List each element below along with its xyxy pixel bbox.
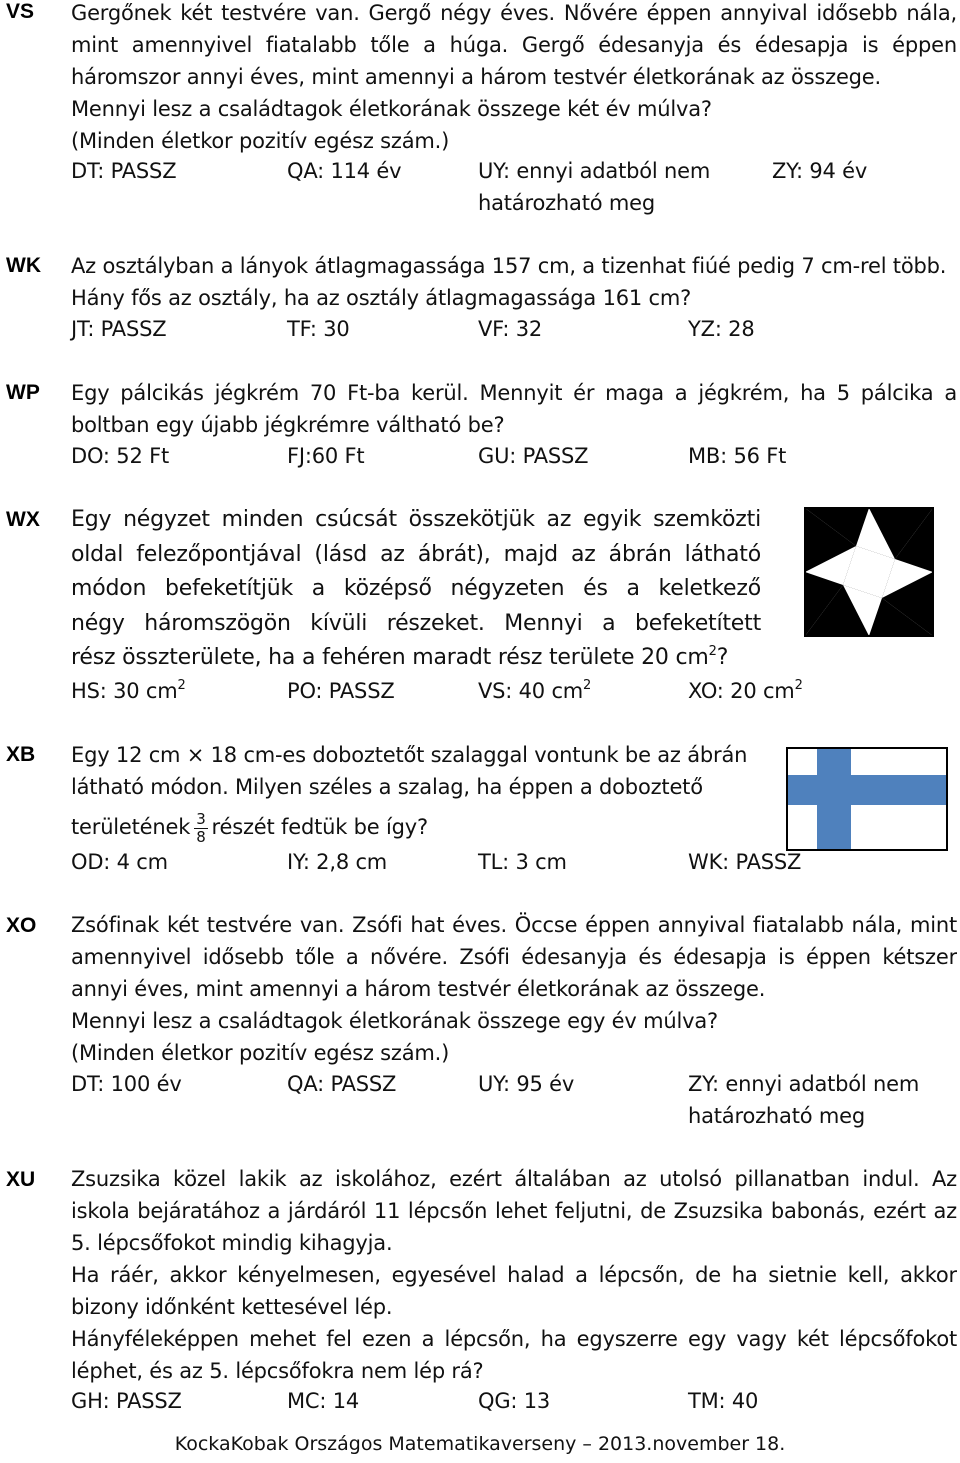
answer-option: UY: 95 év bbox=[478, 1072, 575, 1096]
text-line: módon befeketítjük a középső négyzeten és a keletkező bbox=[71, 576, 761, 601]
answer-option: MB: 56 Ft bbox=[688, 444, 787, 468]
answer-option: OD: 4 cm bbox=[71, 850, 168, 874]
answer-option: ZY: ennyi adatból nem bbox=[688, 1072, 920, 1096]
problem-code: WX bbox=[6, 508, 40, 531]
text-line: háromszor annyi éves, mint amennyi a három testvér életkorának az összege. bbox=[71, 65, 881, 89]
answer-option: DO: 52 Ft bbox=[71, 444, 169, 468]
fraction: $\frac{3}{8}$ bbox=[196, 809, 206, 846]
text-line: Zsuzsika közel lakik az iskolához, ezért általában az utolsó pillanatban indul. Az bbox=[71, 1167, 957, 1191]
text-line: négy háromszögön kívüli részeket. Mennyi a befeketített bbox=[71, 610, 761, 636]
problem-text bbox=[71, 377, 957, 441]
text-line: Az osztályban a lányok átlagmagassága 157 cm, a tizenhat fiúé pedig 7 cm-rel több. bbox=[71, 254, 947, 278]
answer-option: QA: PASSZ bbox=[287, 1072, 397, 1096]
answer-option: GU: PASSZ bbox=[478, 444, 589, 468]
answer-option: ZY: 94 év bbox=[772, 159, 868, 183]
answer-option: VF: 32 bbox=[478, 317, 543, 341]
text-line: amennyivel idősebb tőle a nővére. Zsófi édesanyja és édesapja is éppen kétszer bbox=[71, 945, 957, 969]
answer-option-cont: határozható meg bbox=[688, 1104, 865, 1128]
answer-option: WK: PASSZ bbox=[688, 850, 802, 874]
answer-option: FJ:60 Ft bbox=[287, 444, 365, 468]
answer-option: PO: PASSZ bbox=[287, 679, 395, 703]
text-line: (Minden életkor pozitív egész szám.) bbox=[71, 129, 450, 153]
text-line: Zsófinak két testvére van. Zsófi hat éves. Öccse éppen annyival fiatalabb nála, mint bbox=[71, 913, 957, 937]
problem-code: XB bbox=[6, 743, 36, 766]
answer-option: DT: PASSZ bbox=[71, 159, 177, 183]
answer-option: QG: 13 bbox=[478, 1389, 551, 1413]
answer-option: VS: 40 $cm^2$ bbox=[478, 678, 592, 703]
answer-option: MC: 14 bbox=[287, 1389, 360, 1413]
problem-code: XO bbox=[6, 914, 37, 937]
superscript: 2 bbox=[708, 644, 717, 659]
text-line: részét fedtük be így? bbox=[211, 815, 428, 839]
answer-option: HS: 30 $cm^2$ bbox=[71, 678, 186, 703]
problem-code: XU bbox=[6, 1168, 36, 1191]
text-line: Egy 12 cm × 18 cm-es doboztetőt szalaggal vontunk be az ábrán bbox=[71, 743, 748, 767]
answer-option: XO: 20 $cm^2$ bbox=[688, 678, 803, 703]
text-line: (Minden életkor pozitív egész szám.) bbox=[71, 1041, 450, 1065]
square-figure bbox=[804, 507, 934, 637]
problem-text bbox=[71, 250, 957, 314]
answer-option: UY: ennyi adatból nem bbox=[478, 159, 711, 183]
text-line: rész összterülete, ha a fehéren maradt rész területe 20 cm bbox=[71, 645, 709, 670]
answer-option: TF: 30 bbox=[287, 317, 350, 341]
text-line: Hányféleképpen mehet fel ezen a lépcsőn, ha egyszerre egy vagy két lépcsőfokot bbox=[71, 1327, 957, 1351]
answer-option: YZ: 28 bbox=[688, 317, 755, 341]
text-line: léphet, és az 5. lépcsőfokra nem lép rá? bbox=[71, 1359, 484, 1383]
text-line: Mennyi lesz a családtagok életkorának összege egy év múlva? bbox=[71, 1009, 718, 1033]
text-line: iskola bejáratához a járdáról 11 lépcsőn lehet feljutni, de Zsuzsika babonás, ezért az bbox=[71, 1199, 957, 1223]
text-line: látható módon. Milyen széles a szalag, ha éppen a doboztető bbox=[71, 775, 703, 799]
text-line: Egy négyzet minden csúcsát összekötjük az egyik szemközti bbox=[71, 507, 761, 532]
answer-option: GH: PASSZ bbox=[71, 1389, 182, 1413]
text-line: Mennyi lesz a családtagok életkorának összege két év múlva? bbox=[71, 97, 712, 121]
text-line: mint amennyivel fiatalabb tőle a húga. Gergő édesanyja és édesapja is éppen bbox=[71, 33, 957, 57]
text-line: Gergőnek két testvére van. Gergő négy éves. Nővére éppen annyival idősebb nála, bbox=[71, 1, 957, 25]
text-line: területének bbox=[71, 815, 191, 839]
problem-text bbox=[71, 739, 771, 847]
problem-code: VS bbox=[6, 0, 35, 23]
answer-option: JT: PASSZ bbox=[71, 317, 167, 341]
page-footer: KockaKobak Országos Matematikaverseny – 2013.november 18. bbox=[174, 1433, 786, 1455]
text-line: boltban egy újabb jégkrémre váltható be? bbox=[71, 413, 505, 437]
text-line: 5. lépcsőfokot mindig kihagyja. bbox=[71, 1231, 393, 1255]
text-line: Egy pálcikás jégkrém 70 Ft-ba kerül. Mennyit ér maga a jégkrém, ha 5 pálcika a bbox=[71, 381, 957, 405]
answer-option-cont: határozható meg bbox=[478, 191, 655, 215]
answer-option: TL: 3 cm bbox=[478, 850, 567, 874]
box-lid-figure bbox=[786, 747, 948, 851]
text-line: Ha ráér, akkor kényelmesen, egyesével halad a lépcsőn, de ha sietnie kell, akkor bbox=[71, 1263, 957, 1287]
problem-text bbox=[71, 909, 957, 1069]
answer-option: QA: 114 év bbox=[287, 159, 402, 183]
problem-text bbox=[71, 0, 957, 157]
problem-code: WP bbox=[6, 381, 40, 404]
problem-text bbox=[71, 503, 761, 676]
answer-option: IY: 2,8 cm bbox=[287, 850, 388, 874]
text-line: oldal felezőpontjával (lásd az ábrát), majd az ábrán látható bbox=[71, 541, 761, 567]
problem-text bbox=[71, 1163, 957, 1387]
text-line: bizony időnként kettesével lép. bbox=[71, 1295, 393, 1319]
text-line: Hány fős az osztály, ha az osztály átlagmagassága 161 cm? bbox=[71, 286, 692, 310]
answer-option: TM: 40 bbox=[688, 1389, 759, 1413]
answer-option: DT: 100 év bbox=[71, 1072, 182, 1096]
text-line: annyi éves, mint amennyi a három testvér életkorának az összege. bbox=[71, 977, 766, 1001]
text-line: ? bbox=[716, 645, 729, 670]
problem-code: WK bbox=[6, 254, 41, 277]
